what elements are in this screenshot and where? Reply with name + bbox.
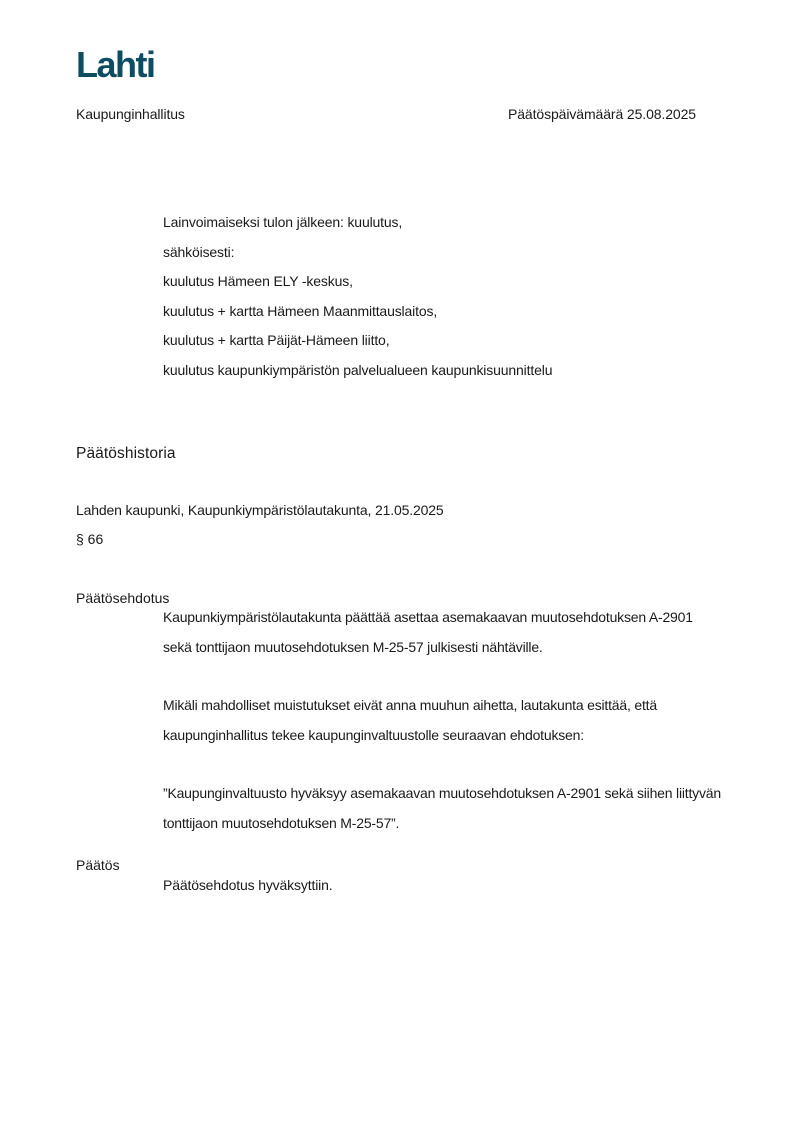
distribution-item: kuulutus + kartta Hämeen Maanmittauslaitos, xyxy=(163,302,438,319)
svg-text:Lahti: Lahti xyxy=(76,46,155,82)
decision-text: Päätösehdotus hyväksyttiin. xyxy=(163,877,333,893)
distribution-item: kuulutus kaupunkiympäristön palvelualueen kaupunkisuunnittelu xyxy=(163,361,553,378)
decision-body: Kaupunginhallitus xyxy=(76,106,185,122)
proposal-paragraph: Kaupunkiympäristölautakunta päättää asettaa asemakaavan muutosehdotuksen A-2901 sekä tonttijaon muutosehdotuksen M-25-57 julkisesti nähtäville. xyxy=(163,609,693,655)
proposal-label: Päätösehdotus xyxy=(76,590,170,606)
decision-label: Päätös xyxy=(76,857,120,873)
proposal-paragraph: Mikäli mahdolliset muistutukset eivät anna muuhun aihetta, lautakunta esittää, että kaupunginhallitus tekee kaupunginvaltuustolle seuraavan ehdotuksen: xyxy=(163,697,657,743)
lahti-logo xyxy=(76,46,168,82)
proposal-paragraph: ”Kaupunginvaltuusto hyväksyy asemakaavan muutosehdotuksen A-2901 sekä siihen liittyvän tonttijaon muutosehdotuksen M-25-57”. xyxy=(163,785,721,831)
decision-date: Päätöspäivämäärä 25.08.2025 xyxy=(508,106,696,122)
distribution-item: kuulutus + kartta Päijät-Hämeen liitto, xyxy=(163,332,390,349)
meeting-info: Lahden kaupunki, Kaupunkiympäristölautakunta, 21.05.2025 xyxy=(76,502,444,518)
paragraph-number: § 66 xyxy=(76,531,104,547)
decision-history-title: Päätöshistoria xyxy=(76,445,176,462)
distribution-item: Lainvoimaiseksi tulon jälkeen: kuulutus, xyxy=(163,214,403,230)
distribution-item: sähköisesti: xyxy=(163,243,235,260)
distribution-item: kuulutus Hämeen ELY -keskus, xyxy=(163,273,353,290)
distribution-list xyxy=(163,208,552,386)
